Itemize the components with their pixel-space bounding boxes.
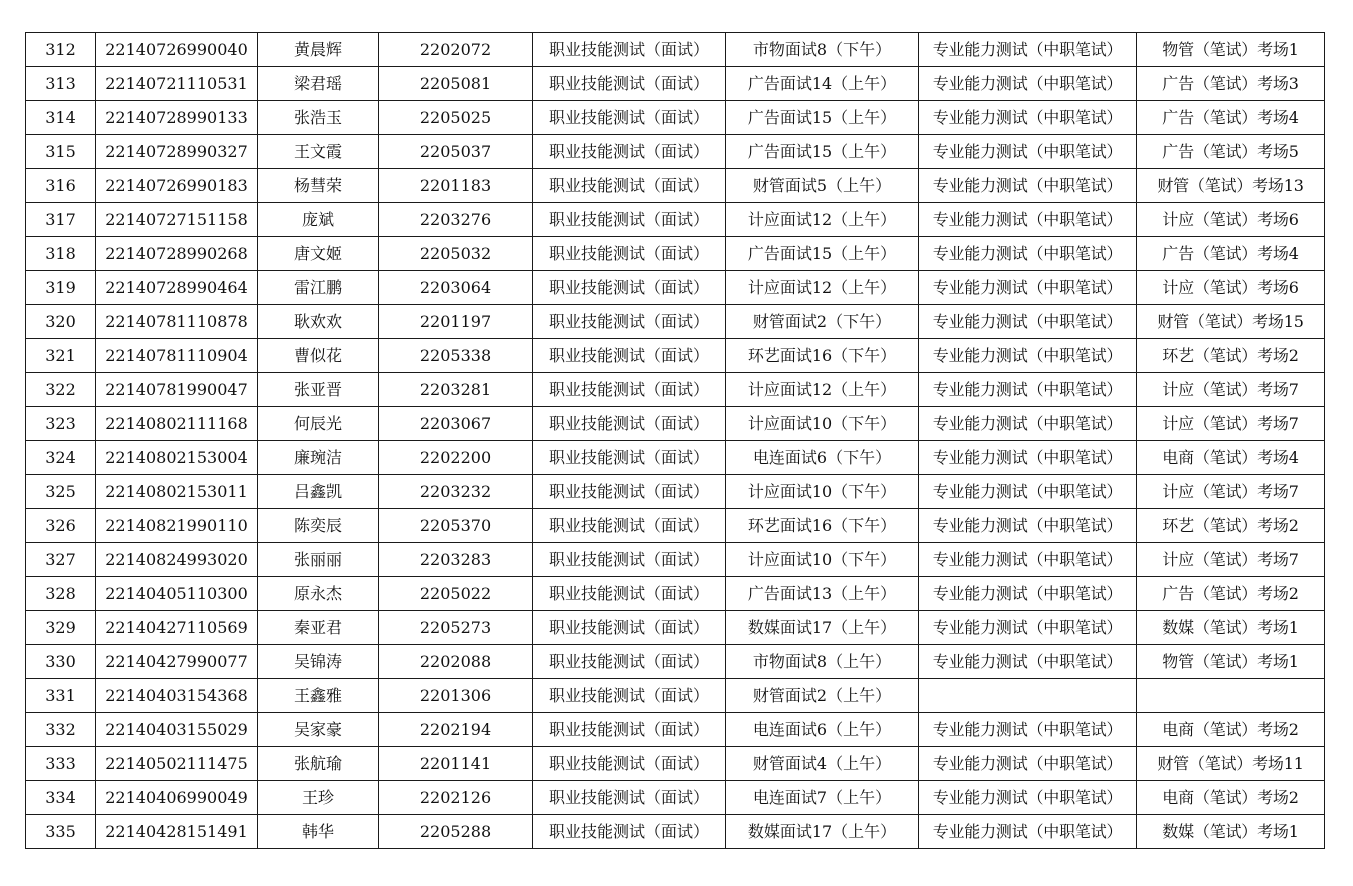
seq-cell: 334 — [26, 781, 96, 815]
exam-code-cell: 2205288 — [379, 815, 533, 849]
roster-body — [26, 33, 1325, 849]
exam-code-cell: 2205025 — [379, 101, 533, 135]
table-row — [26, 237, 1325, 271]
table-row — [26, 577, 1325, 611]
interview-exam-cell: 职业技能测试（面试） — [533, 611, 726, 645]
interview-room-cell: 广告面试15（上午） — [726, 101, 919, 135]
seq-cell: 313 — [26, 67, 96, 101]
candidate-id-cell: 22140802153011 — [96, 475, 258, 509]
interview-exam-cell: 职业技能测试（面试） — [533, 747, 726, 781]
interview-room-cell: 计应面试12（上午） — [726, 203, 919, 237]
interview-room-cell: 财管面试4（上午） — [726, 747, 919, 781]
written-room-cell: 广告（笔试）考场4 — [1137, 101, 1325, 135]
candidate-id-cell: 22140726990040 — [96, 33, 258, 67]
seq-cell: 321 — [26, 339, 96, 373]
interview-exam-cell: 职业技能测试（面试） — [533, 645, 726, 679]
written-exam-cell: 专业能力测试（中职笔试） — [919, 305, 1137, 339]
candidate-id-cell: 22140427990077 — [96, 645, 258, 679]
candidate-id-cell: 22140403155029 — [96, 713, 258, 747]
interview-room-cell: 数媒面试17（上午） — [726, 815, 919, 849]
written-room-cell: 广告（笔试）考场3 — [1137, 67, 1325, 101]
student-name-cell: 吴家豪 — [258, 713, 379, 747]
exam-code-cell: 2201183 — [379, 169, 533, 203]
written-exam-cell: 专业能力测试（中职笔试） — [919, 713, 1137, 747]
exam-code-cell: 2202194 — [379, 713, 533, 747]
interview-room-cell: 广告面试14（上午） — [726, 67, 919, 101]
candidate-id-cell: 22140502111475 — [96, 747, 258, 781]
seq-cell: 317 — [26, 203, 96, 237]
student-name-cell: 王文霞 — [258, 135, 379, 169]
interview-exam-cell: 职业技能测试（面试） — [533, 713, 726, 747]
written-exam-cell: 专业能力测试（中职笔试） — [919, 815, 1137, 849]
written-exam-cell: 专业能力测试（中职笔试） — [919, 33, 1137, 67]
candidate-id-cell: 22140802111168 — [96, 407, 258, 441]
written-room-cell: 计应（笔试）考场7 — [1137, 543, 1325, 577]
written-exam-cell: 专业能力测试（中职笔试） — [919, 543, 1137, 577]
written-room-cell: 计应（笔试）考场7 — [1137, 373, 1325, 407]
table-row — [26, 815, 1325, 849]
exam-code-cell: 2203064 — [379, 271, 533, 305]
seq-cell: 325 — [26, 475, 96, 509]
student-name-cell: 吴锦涛 — [258, 645, 379, 679]
written-room-cell: 计应（笔试）考场6 — [1137, 271, 1325, 305]
written-room-cell: 数媒（笔试）考场1 — [1137, 611, 1325, 645]
seq-cell: 329 — [26, 611, 96, 645]
written-exam-cell: 专业能力测试（中职笔试） — [919, 611, 1137, 645]
interview-room-cell: 财管面试2（下午） — [726, 305, 919, 339]
written-room-cell: 数媒（笔试）考场1 — [1137, 815, 1325, 849]
student-name-cell: 张亚晋 — [258, 373, 379, 407]
seq-cell: 318 — [26, 237, 96, 271]
interview-room-cell: 计应面试12（上午） — [726, 271, 919, 305]
student-name-cell: 秦亚君 — [258, 611, 379, 645]
exam-roster-table — [25, 32, 1325, 849]
seq-cell: 315 — [26, 135, 96, 169]
written-room-cell: 电商（笔试）考场2 — [1137, 781, 1325, 815]
interview-exam-cell: 职业技能测试（面试） — [533, 237, 726, 271]
candidate-id-cell: 22140728990464 — [96, 271, 258, 305]
exam-code-cell: 2203232 — [379, 475, 533, 509]
written-exam-cell: 专业能力测试（中职笔试） — [919, 781, 1137, 815]
candidate-id-cell: 22140728990133 — [96, 101, 258, 135]
interview-exam-cell: 职业技能测试（面试） — [533, 509, 726, 543]
interview-exam-cell: 职业技能测试（面试） — [533, 407, 726, 441]
interview-exam-cell: 职业技能测试（面试） — [533, 815, 726, 849]
table-row — [26, 543, 1325, 577]
written-room-cell: 计应（笔试）考场6 — [1137, 203, 1325, 237]
seq-cell: 332 — [26, 713, 96, 747]
interview-room-cell: 广告面试15（上午） — [726, 237, 919, 271]
candidate-id-cell: 22140821990110 — [96, 509, 258, 543]
written-exam-cell: 专业能力测试（中职笔试） — [919, 203, 1137, 237]
interview-exam-cell: 职业技能测试（面试） — [533, 577, 726, 611]
candidate-id-cell: 22140728990268 — [96, 237, 258, 271]
exam-code-cell: 2205273 — [379, 611, 533, 645]
interview-exam-cell: 职业技能测试（面试） — [533, 101, 726, 135]
table-row — [26, 271, 1325, 305]
table-row — [26, 611, 1325, 645]
table-row — [26, 203, 1325, 237]
seq-cell: 312 — [26, 33, 96, 67]
seq-cell: 333 — [26, 747, 96, 781]
written-room-cell: 财管（笔试）考场11 — [1137, 747, 1325, 781]
written-exam-cell: 专业能力测试（中职笔试） — [919, 509, 1137, 543]
candidate-id-cell: 22140405110300 — [96, 577, 258, 611]
interview-exam-cell: 职业技能测试（面试） — [533, 543, 726, 577]
table-row — [26, 407, 1325, 441]
seq-cell: 330 — [26, 645, 96, 679]
candidate-id-cell: 22140781990047 — [96, 373, 258, 407]
candidate-id-cell: 22140427110569 — [96, 611, 258, 645]
candidate-id-cell: 22140406990049 — [96, 781, 258, 815]
student-name-cell: 韩华 — [258, 815, 379, 849]
interview-exam-cell: 职业技能测试（面试） — [533, 135, 726, 169]
candidate-id-cell: 22140721110531 — [96, 67, 258, 101]
seq-cell: 319 — [26, 271, 96, 305]
interview-room-cell: 计应面试12（上午） — [726, 373, 919, 407]
student-name-cell: 杨彗荣 — [258, 169, 379, 203]
interview-room-cell: 计应面试10（下午） — [726, 407, 919, 441]
candidate-id-cell: 22140824993020 — [96, 543, 258, 577]
student-name-cell: 廉琬洁 — [258, 441, 379, 475]
written-room-cell: 财管（笔试）考场15 — [1137, 305, 1325, 339]
written-exam-cell: 专业能力测试（中职笔试） — [919, 101, 1137, 135]
exam-code-cell: 2203276 — [379, 203, 533, 237]
student-name-cell: 何辰光 — [258, 407, 379, 441]
written-room-cell: 广告（笔试）考场2 — [1137, 577, 1325, 611]
exam-code-cell: 2202200 — [379, 441, 533, 475]
written-exam-cell: 专业能力测试（中职笔试） — [919, 373, 1137, 407]
exam-code-cell: 2203283 — [379, 543, 533, 577]
candidate-id-cell: 22140728990327 — [96, 135, 258, 169]
table-row — [26, 101, 1325, 135]
written-room-cell: 广告（笔试）考场5 — [1137, 135, 1325, 169]
written-exam-cell: 专业能力测试（中职笔试） — [919, 441, 1137, 475]
table-row — [26, 441, 1325, 475]
written-room-cell: 计应（笔试）考场7 — [1137, 475, 1325, 509]
table-row — [26, 679, 1325, 713]
interview-room-cell: 市物面试8（上午） — [726, 645, 919, 679]
written-exam-cell: 专业能力测试（中职笔试） — [919, 237, 1137, 271]
seq-cell: 327 — [26, 543, 96, 577]
seq-cell: 324 — [26, 441, 96, 475]
table-row — [26, 33, 1325, 67]
interview-room-cell: 广告面试13（上午） — [726, 577, 919, 611]
table-row — [26, 509, 1325, 543]
seq-cell: 322 — [26, 373, 96, 407]
exam-code-cell: 2202126 — [379, 781, 533, 815]
exam-code-cell: 2205037 — [379, 135, 533, 169]
interview-room-cell: 财管面试5（上午） — [726, 169, 919, 203]
interview-exam-cell: 职业技能测试（面试） — [533, 373, 726, 407]
written-room-cell: 环艺（笔试）考场2 — [1137, 339, 1325, 373]
seq-cell: 326 — [26, 509, 96, 543]
seq-cell: 331 — [26, 679, 96, 713]
written-exam-cell: 专业能力测试（中职笔试） — [919, 67, 1137, 101]
student-name-cell: 张航瑜 — [258, 747, 379, 781]
written-room-cell: 电商（笔试）考场4 — [1137, 441, 1325, 475]
seq-cell: 320 — [26, 305, 96, 339]
written-room-cell: 环艺（笔试）考场2 — [1137, 509, 1325, 543]
student-name-cell: 雷江鹏 — [258, 271, 379, 305]
interview-exam-cell: 职业技能测试（面试） — [533, 271, 726, 305]
written-exam-cell: 专业能力测试（中职笔试） — [919, 135, 1137, 169]
student-name-cell: 陈奕辰 — [258, 509, 379, 543]
written-room-cell: 广告（笔试）考场4 — [1137, 237, 1325, 271]
table-row — [26, 713, 1325, 747]
student-name-cell: 张丽丽 — [258, 543, 379, 577]
student-name-cell: 梁君瑶 — [258, 67, 379, 101]
student-name-cell: 唐文姬 — [258, 237, 379, 271]
table-row — [26, 305, 1325, 339]
written-exam-cell: 专业能力测试（中职笔试） — [919, 577, 1137, 611]
interview-room-cell: 财管面试2（上午） — [726, 679, 919, 713]
candidate-id-cell: 22140403154368 — [96, 679, 258, 713]
student-name-cell: 耿欢欢 — [258, 305, 379, 339]
interview-room-cell: 市物面试8（下午） — [726, 33, 919, 67]
seq-cell: 316 — [26, 169, 96, 203]
interview-room-cell: 电连面试7（上午） — [726, 781, 919, 815]
written-exam-cell: 专业能力测试（中职笔试） — [919, 747, 1137, 781]
student-name-cell: 庞斌 — [258, 203, 379, 237]
written-room-cell — [1137, 679, 1325, 713]
candidate-id-cell: 22140802153004 — [96, 441, 258, 475]
exam-code-cell: 2201197 — [379, 305, 533, 339]
exam-code-cell: 2205022 — [379, 577, 533, 611]
candidate-id-cell: 22140428151491 — [96, 815, 258, 849]
interview-exam-cell: 职业技能测试（面试） — [533, 475, 726, 509]
table-row — [26, 747, 1325, 781]
interview-room-cell: 广告面试15（上午） — [726, 135, 919, 169]
candidate-id-cell: 22140727151158 — [96, 203, 258, 237]
table-row — [26, 645, 1325, 679]
interview-room-cell: 数媒面试17（上午） — [726, 611, 919, 645]
exam-code-cell: 2205338 — [379, 339, 533, 373]
written-exam-cell: 专业能力测试（中职笔试） — [919, 271, 1137, 305]
seq-cell: 323 — [26, 407, 96, 441]
student-name-cell: 原永杰 — [258, 577, 379, 611]
candidate-id-cell: 22140726990183 — [96, 169, 258, 203]
written-room-cell: 计应（笔试）考场7 — [1137, 407, 1325, 441]
interview-room-cell: 电连面试6（上午） — [726, 713, 919, 747]
written-exam-cell: 专业能力测试（中职笔试） — [919, 407, 1137, 441]
table-row — [26, 169, 1325, 203]
interview-exam-cell: 职业技能测试（面试） — [533, 203, 726, 237]
interview-exam-cell: 职业技能测试（面试） — [533, 169, 726, 203]
candidate-id-cell: 22140781110878 — [96, 305, 258, 339]
interview-exam-cell: 职业技能测试（面试） — [533, 33, 726, 67]
interview-exam-cell: 职业技能测试（面试） — [533, 67, 726, 101]
student-name-cell: 黄晨辉 — [258, 33, 379, 67]
table-row — [26, 781, 1325, 815]
seq-cell: 314 — [26, 101, 96, 135]
written-room-cell: 财管（笔试）考场13 — [1137, 169, 1325, 203]
seq-cell: 335 — [26, 815, 96, 849]
table-row — [26, 475, 1325, 509]
student-name-cell: 王鑫雅 — [258, 679, 379, 713]
student-name-cell: 张浩玉 — [258, 101, 379, 135]
table-row — [26, 373, 1325, 407]
exam-code-cell: 2201141 — [379, 747, 533, 781]
interview-exam-cell: 职业技能测试（面试） — [533, 781, 726, 815]
exam-code-cell: 2205032 — [379, 237, 533, 271]
written-exam-cell — [919, 679, 1137, 713]
exam-code-cell: 2203281 — [379, 373, 533, 407]
exam-code-cell: 2205370 — [379, 509, 533, 543]
table-row — [26, 339, 1325, 373]
table-row — [26, 67, 1325, 101]
student-name-cell: 曹似花 — [258, 339, 379, 373]
student-name-cell: 吕鑫凯 — [258, 475, 379, 509]
interview-room-cell: 电连面试6（下午） — [726, 441, 919, 475]
interview-room-cell: 环艺面试16（下午） — [726, 509, 919, 543]
exam-code-cell: 2202072 — [379, 33, 533, 67]
interview-exam-cell: 职业技能测试（面试） — [533, 679, 726, 713]
seq-cell: 328 — [26, 577, 96, 611]
interview-room-cell: 计应面试10（下午） — [726, 543, 919, 577]
written-room-cell: 物管（笔试）考场1 — [1137, 33, 1325, 67]
exam-code-cell: 2202088 — [379, 645, 533, 679]
written-exam-cell: 专业能力测试（中职笔试） — [919, 339, 1137, 373]
exam-code-cell: 2205081 — [379, 67, 533, 101]
written-exam-cell: 专业能力测试（中职笔试） — [919, 169, 1137, 203]
candidate-id-cell: 22140781110904 — [96, 339, 258, 373]
written-exam-cell: 专业能力测试（中职笔试） — [919, 475, 1137, 509]
exam-code-cell: 2203067 — [379, 407, 533, 441]
interview-room-cell: 环艺面试16（下午） — [726, 339, 919, 373]
interview-room-cell: 计应面试10（下午） — [726, 475, 919, 509]
interview-exam-cell: 职业技能测试（面试） — [533, 339, 726, 373]
written-exam-cell: 专业能力测试（中职笔试） — [919, 645, 1137, 679]
interview-exam-cell: 职业技能测试（面试） — [533, 305, 726, 339]
interview-exam-cell: 职业技能测试（面试） — [533, 441, 726, 475]
table-row — [26, 135, 1325, 169]
written-room-cell: 电商（笔试）考场2 — [1137, 713, 1325, 747]
student-name-cell: 王珍 — [258, 781, 379, 815]
exam-code-cell: 2201306 — [379, 679, 533, 713]
written-room-cell: 物管（笔试）考场1 — [1137, 645, 1325, 679]
